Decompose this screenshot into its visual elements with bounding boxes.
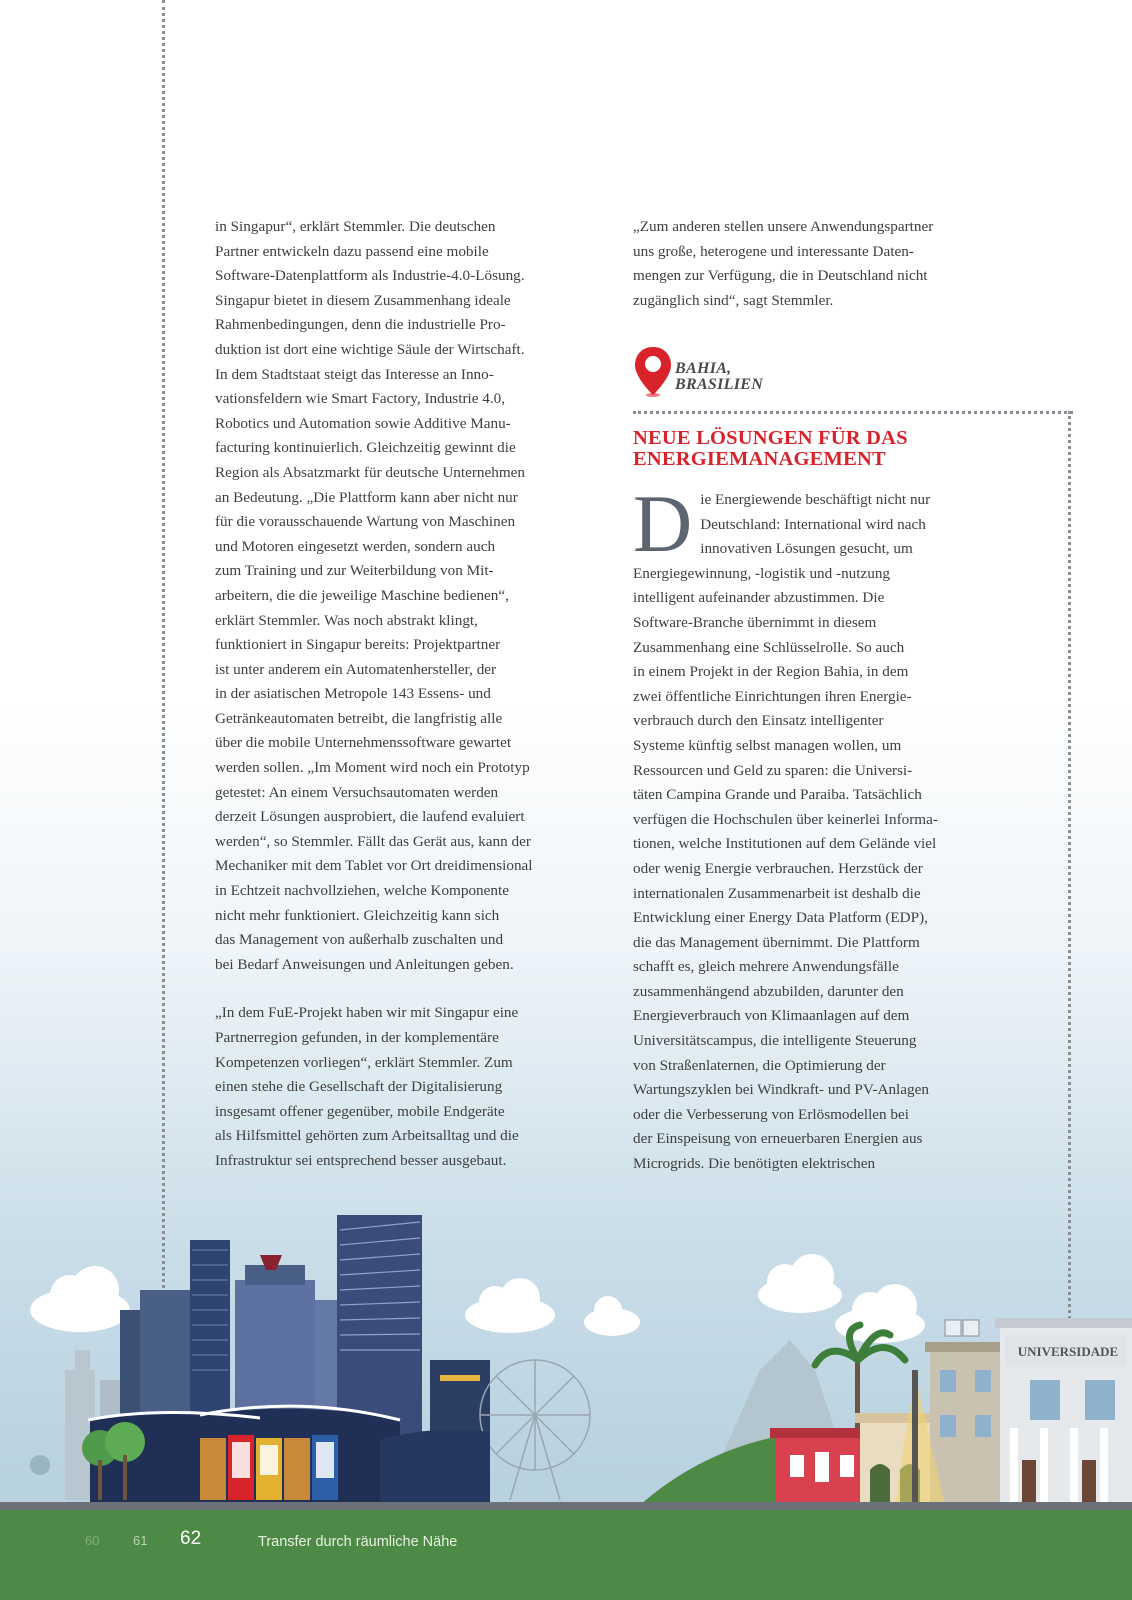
city-illustration — [0, 1170, 1132, 1505]
cloud-icon — [30, 1266, 130, 1332]
drop-cap: D — [633, 478, 693, 569]
section-headline — [633, 428, 1053, 470]
footer-chapter-title: Transfer durch räumliche Nähe — [258, 1534, 458, 1550]
right-column-intro — [633, 215, 1033, 313]
footer-bar — [0, 1510, 1132, 1600]
page-number-62: 62 — [180, 1528, 202, 1549]
right-section-dotted-top — [633, 411, 1073, 414]
headline-line-2: ENERGIEMANAGEMENT — [633, 448, 886, 470]
road-strip — [0, 1502, 1132, 1510]
cloud-icon — [465, 1278, 555, 1333]
ferris-wheel-icon — [480, 1360, 590, 1500]
vending-machines-icon — [200, 1435, 338, 1500]
university-sign: UNIVERSIDADE — [1017, 1344, 1119, 1359]
cloud-icon — [584, 1296, 640, 1336]
left-column — [215, 215, 605, 1174]
cloud-icon — [758, 1254, 842, 1313]
location-pin-icon — [633, 345, 673, 397]
left-dotted-border — [162, 0, 165, 1300]
left-paragraph-1: in Singapur“, erklärt Stemmler. Die deutschen Partner entwickeln dazu passend eine mobile Software-Datenplattform als Industrie-4.0-Lösung. Singapur bietet in diesem Zusammenhang ideale Rahmenbedingungen, denn die industrielle Pro- duktion ist dort eine wichtige Säule der Wirtschaft. In dem Stadtstaat steigt das Interesse an Inno- vationsfeldern wie Smart Factory, Industrie 4.0, Robotics und Automation sowie Additive Manu- facturing kontinuierlich. Gleichzeitig gewinnt die Region als Absatzmarkt für deutsche Unternehmen an Bedeutung. „Die Plattform kann aber nicht nur für die vorausschauende Wartung von Maschinen und Motoren eingesetzt werden, sondern auch zum Training und zur Weiterbildung von Mit- arbeitern, die die jeweilige Maschine bedienen“, erklärt Stemmler. Was noch abstrakt klingt, funktioniert in Singapur bereits: Projektpartner ist unter anderem ein Automatenhersteller, der in der asiatischen Metropole 143 Essens- und Getränkeautomaten betreibt, die langfristig alle über die mobile Unternehmenssoftware gewartet werden sollen. „Im Moment wird noch ein Prototyp getestet: An einem Versuchsautomaten werden derzeit Lösungen ausprobiert, die laufend evaluiert werden“, so Stemmler. Fällt das Gerät aus, kann der Mechaniker mit dem Tablet vor Ort dreidimensional in Echtzeit nachvollziehen, welche Komponente nicht mehr funktioniert. Gleichzeitig kann sich das Management von außerhalb zuschalten und bei Bedarf Anweisungen und Anleitungen geben. — [215, 218, 533, 973]
right-column-body — [633, 478, 1033, 1177]
location-label: BAHIA, BRASILIEN — [675, 360, 764, 393]
page-number-60[interactable]: 60 — [85, 1533, 100, 1548]
left-paragraph-2: „In dem FuE-Projekt haben wir mit Singapur eine Partnerregion gefunden, in der komplementäre Kompetenzen vorliegen“, erklärt Stemmler. Zum einen stehe die Gesellschaft der Digitalisierung insgesamt offener gegenüber, mobile Endgeräte als Hilfsmittel gehörten zum Arbeitsalltag und die Infrastruktur sei entsprechend besser ausgebaut. — [215, 1004, 519, 1169]
air-conditioner-icon — [945, 1320, 979, 1336]
body-lead: ie Energiewende beschäftigt nicht nur Deutschland: International wird nach innovativen Lösungen gesucht, um — [700, 491, 931, 558]
page-number-61[interactable]: 61 — [133, 1533, 148, 1548]
headline-line-1: NEUE LÖSUNGEN FÜR DAS — [633, 427, 908, 449]
body-text: Energiegewinnung, -logistik und -nutzung intelligent aufeinander abzustimmen. Die Software-Branche übernimmt in diesem Zusammenhang eine Schlüsselrolle. So auch in einem Projekt in der Region Bahia, in dem zwei öffentliche Einrichtungen ihren Energie- verbrauch durch den Einsatz intelligenter Systeme künftig selbst managen wollen, um Ressourcen und Geld zu sparen: die Universi- täten Campina Grande und Paraiba. Tatsächlich verfügen die Hochschulen über keinerlei Informa- tionen, welche Institutionen auf dem Gelände viel oder wenig Energie verbrauchen. Herzstück der internationalen Zusammenarbeit ist deshalb die Entwicklung einer Energy Data Platform (EDP), die das Management übernimmt. Die Plattform schafft es, gleich mehrere Anwendungsfälle zusammenhängend abzubilden, darunter den Energieverbrauch von Klimaanlagen auf dem Universitätscampus, die intelligente Steuerung von Straßenlaternen, die Optimierung der Wartungszyklen bei Windkraft- und PV-Anlagen oder die Verbesserung von Erlösmodellen bei der Einspeisung von erneuerbaren Energien aus Microgrids. Die benötigten elektrischen — [633, 564, 938, 1173]
right-paragraph-top: „Zum anderen stellen unsere Anwendungspartner uns große, heterogene und interessante Daten- mengen zur Verfügung, die in Deutschland nicht zugänglich sind“, sagt Stemmler. — [633, 218, 934, 309]
location-marker — [633, 345, 764, 402]
